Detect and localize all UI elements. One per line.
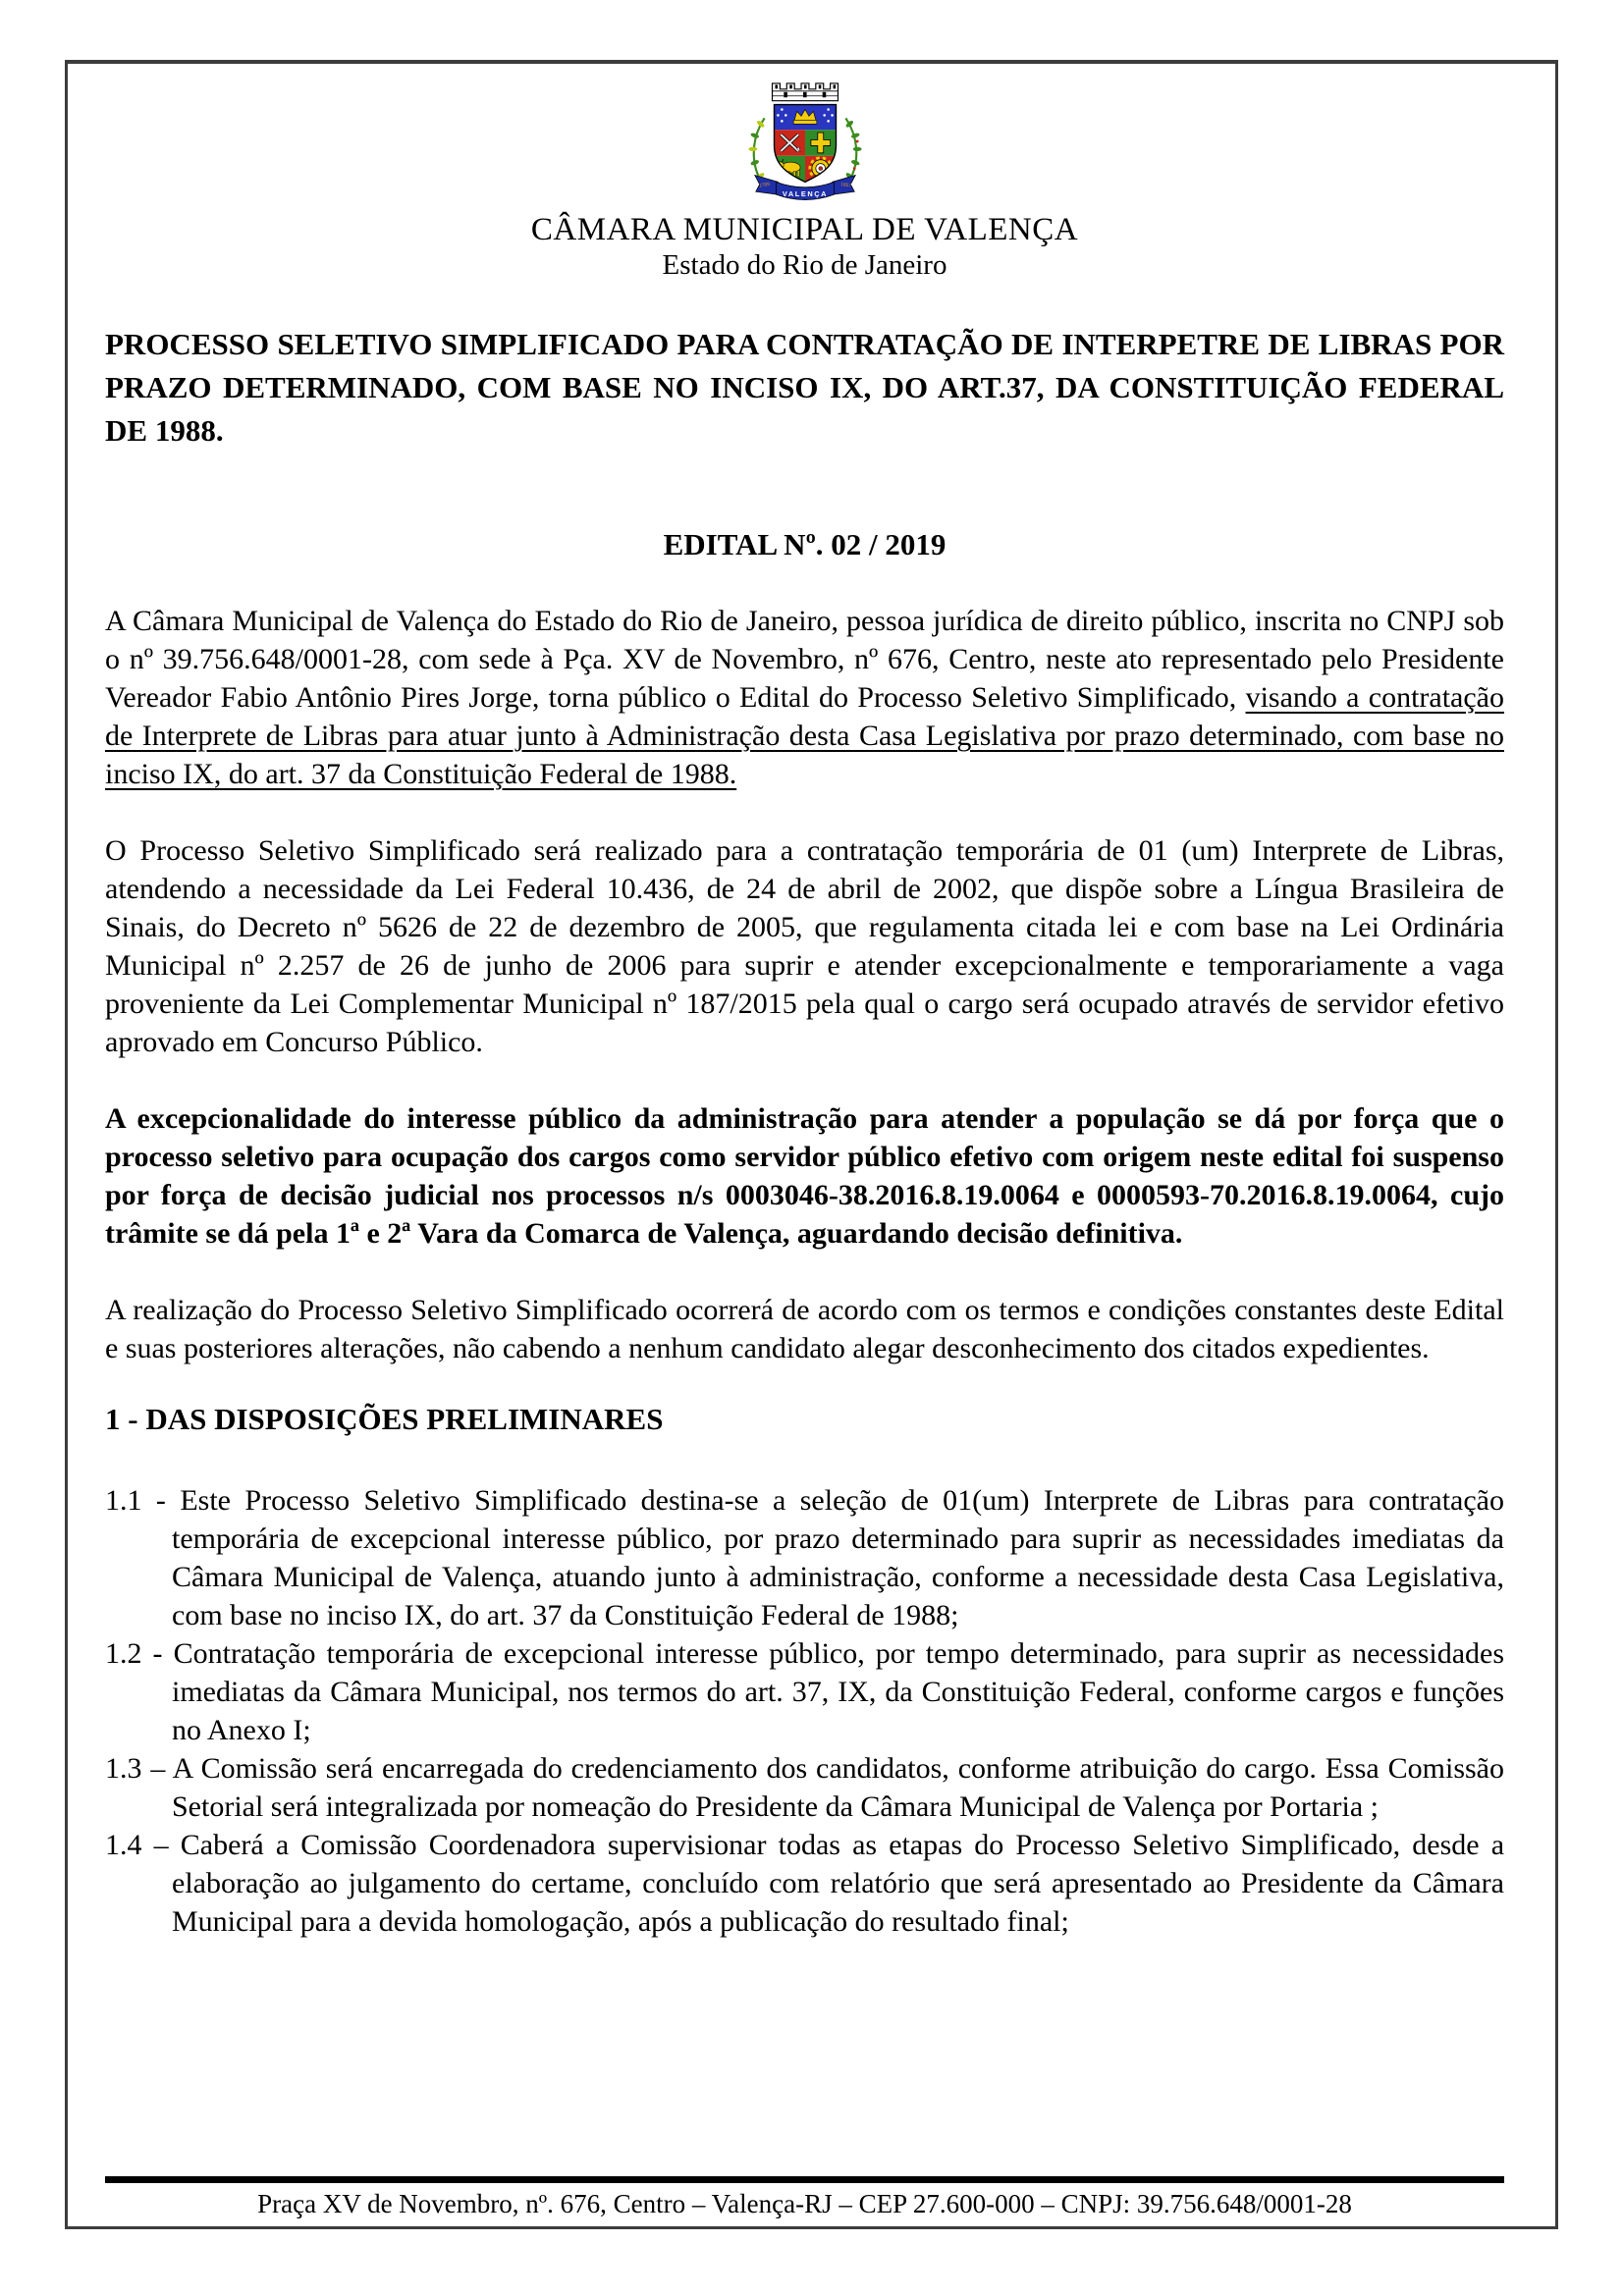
item-number: 1.3 –: [105, 1752, 166, 1785]
intro-paragraph-underlined: visando a contratação de Interprete de Libras para atuar junto à Administração desta Casa Legislativa por prazo determinado, com base no inciso IX, do art. 37 da Constituição Federal de 1988.: [105, 681, 1504, 790]
list-item-1-4: [105, 1826, 1504, 1941]
item-text: A Comissão será encarregada do credenciamento dos candidatos, conforme atribuição do cargo. Essa Comissão Setorial será integralizada por nomeação do Presidente da Câmara Municipal de Valença por Portaria ;: [172, 1752, 1504, 1823]
document-header: [105, 64, 1504, 282]
second-paragraph: O Processo Seletivo Simplificado será realizado para a contratação temporária de 01 (um) Interprete de Libras, atendendo a necessidade da Lei Federal 10.436, de 24 de abril de 2002, que dispõe sobre a Língua Brasileira de Sinais, do Decreto nº 5626 de 22 de dezembro de 2005, que regulamenta citada lei e com base na Lei Ordinária Municipal nº 2.257 de 26 de junho de 2006 para suprir e atender excepcionalmente e temporariamente a vaga proveniente da Lei Complementar Municipal nº 187/2015 pela qual o cargo será ocupado através de servidor efetivo aprovado em Concurso Público.: [105, 834, 1504, 1058]
edital-number: EDITAL Nº. 02 / 2019: [663, 527, 947, 561]
item-text: Este Processo Seletivo Simplificado destina-se a seleção de 01(um) Interprete de Libras para contratação temporária de excepcional interesse público, por prazo determinado para suprir as necessidades imediatas da Câmara Municipal de Valença, atuando junto à administração, conforme a necessidade desta Casa Legislativa, com base no inciso IX, do art. 37 da Constituição Federal de 1988;: [172, 1484, 1504, 1631]
footer-divider: [105, 2176, 1504, 2183]
item-number: 1.2 -: [105, 1637, 163, 1670]
item-text: Contratação temporária de excepcional interesse público, por tempo determinado, para suprir as necessidades imediatas da Câmara Municipal, nos termos do art. 37, IX, da Constituição Federal, conforme cargos e funções no Anexo I;: [172, 1637, 1505, 1746]
document-page: [65, 60, 1558, 2229]
footer-address: Praça XV de Novembro, nº. 676, Centro – Valença-RJ – CEP 27.600-000 – CNPJ: 39.756.648/0001-28: [257, 2189, 1352, 2218]
org-subtitle: Estado do Rio de Janeiro: [662, 249, 947, 281]
org-name: CÂMARA MUNICIPAL DE VALENÇA: [530, 212, 1079, 247]
realization-paragraph: A realização do Processo Seletivo Simplificado ocorrerá de acordo com os termos e condições constantes deste Edital e suas posteriores alterações, não cabendo a nenhum candidato alegar desconhecimento dos citados expedientes.: [105, 1294, 1504, 1364]
intro-paragraph: [105, 602, 1504, 793]
intro-paragraph-normal: A Câmara Municipal de Valença do Estado do Rio de Janeiro, pessoa jurídica de direito público, inscrita no CNPJ sob o nº 39.756.648/0001-28, com sede à Pça. XV de Novembro, nº 676, Centro, neste ato representado pelo Presidente Vereador Fabio Antônio Pires Jorge, torna público o Edital do Processo Seletivo Simplificado,: [105, 605, 1504, 714]
shield: [774, 105, 836, 187]
list-item-1-1: [105, 1481, 1504, 1634]
preliminary-items: [105, 1481, 1504, 1941]
mural-crown-icon: [772, 83, 838, 101]
list-item-1-3: [105, 1749, 1504, 1826]
section-1-heading: 1 - DAS DISPOSIÇÕES PRELIMINARES: [105, 1402, 664, 1436]
chief-crown-icon: [793, 110, 817, 125]
coat-of-arms: [737, 80, 873, 205]
page-footer: [105, 2176, 1504, 2219]
item-text: Caberá a Comissão Coordenadora supervisionar todas as etapas do Processo Seletivo Simplificado, desde a elaboração ao julgamento do certame, concluído com relatório que será apresentado ao Presidente da Câmara Municipal para a devida homologação, após a publicação do resultado final;: [172, 1829, 1505, 1938]
item-number: 1.1 -: [105, 1484, 166, 1517]
document-title: PROCESSO SELETIVO SIMPLIFICADO PARA CONTRATAÇÃO DE INTERPETRE DE LIBRAS POR PRAZO DETERMINADO, COM BASE NO INCISO IX, DO ART.37, DA CONSTITUIÇÃO FEDERAL DE 1988.: [105, 327, 1504, 448]
ribbon-year-left: 1789: [758, 182, 770, 189]
ribbon-text: VALENÇA: [782, 189, 828, 199]
exceptional-paragraph: A excepcionalidade do interesse público da administração para atender a população se dá por força que o processo seletivo para ocupação dos cargos como servidor público efetivo com origem neste edital foi suspenso por força de decisão judicial nos processos n/s 0003046-38.2016.8.19.0064 e 0000593-70.2016.8.19.0064, cujo trâmite se dá pela 1ª e 2ª Vara da Comarca de Valença, aguardando decisão definitiva.: [105, 1102, 1504, 1250]
item-number: 1.4 –: [105, 1829, 169, 1861]
list-item-1-2: [105, 1634, 1504, 1749]
ribbon-year-right: 1857: [839, 182, 851, 189]
